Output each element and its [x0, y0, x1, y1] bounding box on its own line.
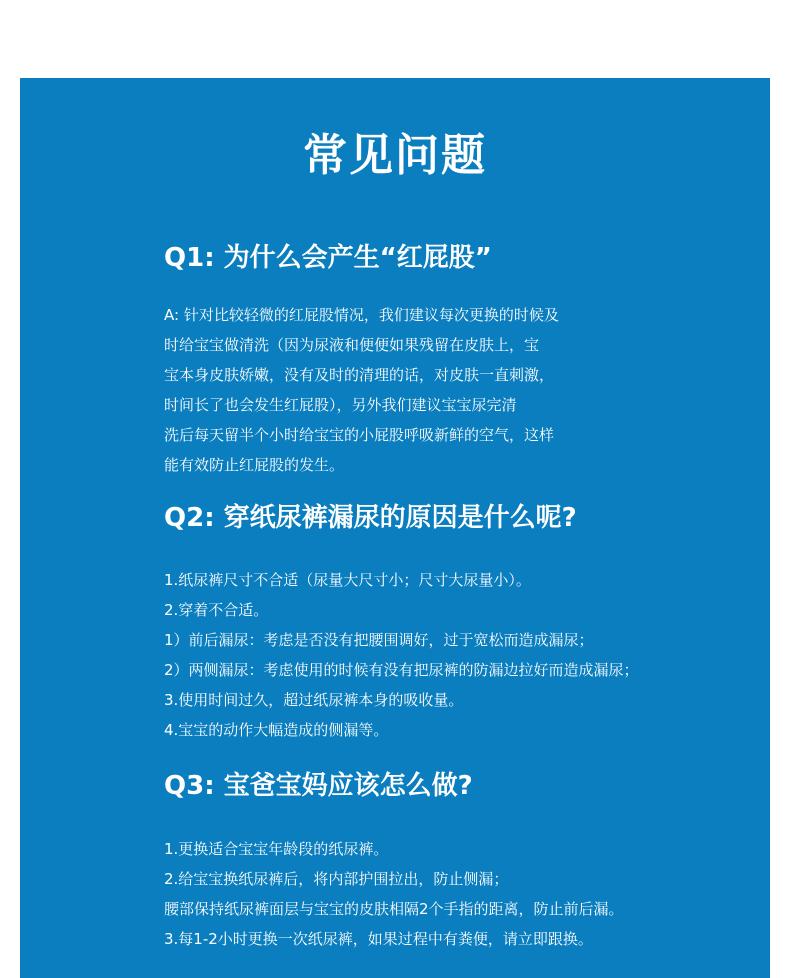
list-item: 3.使用时间过久，超过纸尿裤本身的吸收量。: [164, 691, 464, 709]
question-heading-q3: Q3: 宝爸宝妈应该怎么做?: [164, 771, 473, 801]
answer-list-q3: [164, 834, 744, 954]
question-heading-q1: Q1: 为什么会产生“红屁股”: [164, 243, 492, 273]
list-item: 1.纸尿裤尺寸不合适（尿量大尺寸小；尺寸大尿量小）。: [164, 571, 531, 589]
question-heading-q2: Q2: 穿纸尿裤漏尿的原因是什么呢?: [164, 503, 577, 533]
answer-line: 洗后每天留半个小时给宝宝的小屁股呼吸新鲜的空气，这样: [164, 426, 555, 444]
list-item: 1.更换适合宝宝年龄段的纸尿裤。: [164, 840, 389, 858]
answer-paragraph-q1: [164, 300, 744, 480]
list-item: 2.给宝宝换纸尿裤后，将内部护围拉出，防止侧漏；: [164, 870, 509, 888]
answer-list-q2: [164, 565, 744, 745]
faq-section-q3: [164, 766, 744, 954]
answer-line: 宝本身皮肤娇嫩，没有及时的清理的话，对皮肤一直刺激，: [164, 366, 555, 384]
faq-panel: [20, 78, 770, 978]
answer-line: 时给宝宝做清洗（因为尿液和便便如果残留在皮肤上，宝: [164, 336, 540, 354]
faq-section-q2: [164, 498, 744, 745]
list-item: 2.穿着不合适。: [164, 601, 269, 619]
answer-line: 时间长了也会发生红屁股），另外我们建议宝宝尿完清: [164, 396, 517, 414]
list-item: 3.每1-2小时更换一次纸尿裤，如果过程中有粪便，请立即跟换。: [164, 930, 593, 948]
list-item: 1）前后漏尿：考虑是否没有把腰围调好，过于宽松而造成漏尿；: [164, 631, 594, 649]
list-item: 4.宝宝的动作大幅造成的侧漏等。: [164, 721, 389, 739]
list-item: 2）两侧漏尿：考虑使用的时候有没有把尿裤的防漏边拉好而造成漏尿；: [164, 661, 639, 679]
page-title: 常见问题: [303, 130, 487, 181]
list-item: 腰部保持纸尿裤面层与宝宝的皮肤相隔2个手指的距离，防止前后漏。: [164, 900, 624, 918]
faq-section-q1: [164, 238, 744, 480]
answer-line: A: 针对比较轻微的红屁股情况，我们建议每次更换的时候及: [164, 306, 559, 324]
answer-line: 能有效防止红屁股的发生。: [164, 456, 345, 474]
